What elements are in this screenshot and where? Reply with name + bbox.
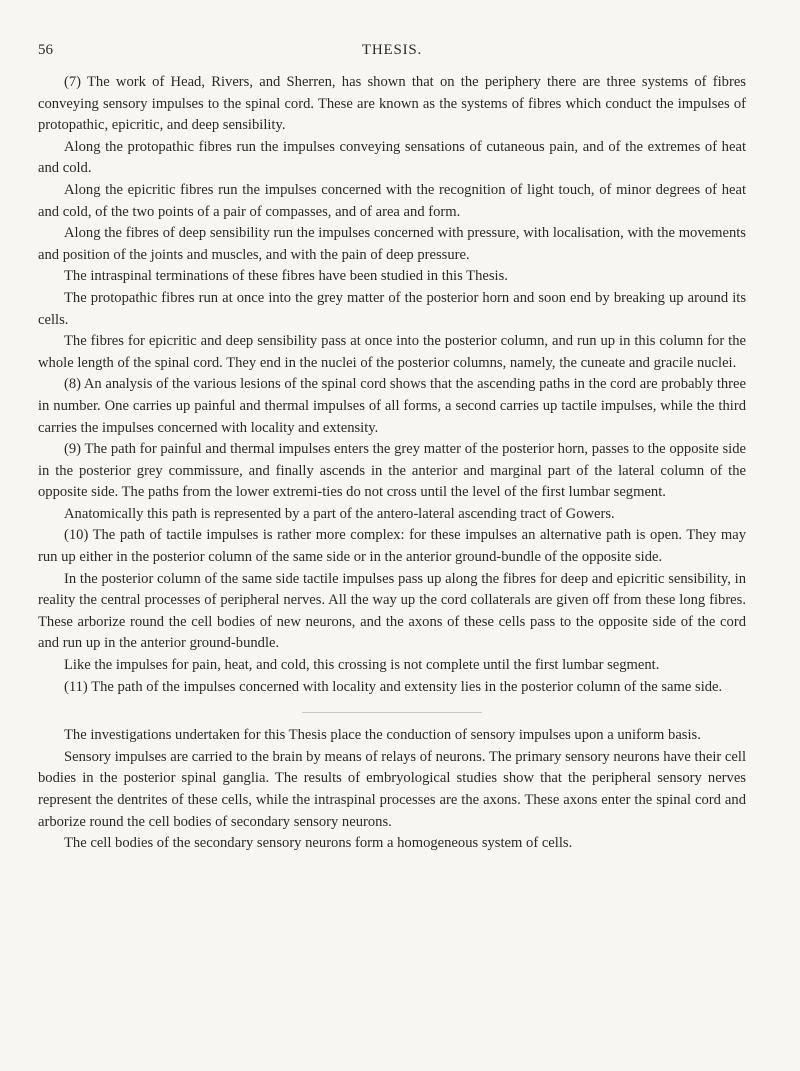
body-text-section-2 — [38, 725, 746, 855]
paragraph-relays: Sensory impulses are carried to the brain by means of relays of neurons. The primary sensory neurons have their cell bodies in the posterior spinal ganglia. The results of embryological studies show that the peripheral sensory nerves represent the dentrites of these cells, while the intraspinal processes are the axons. These axons enter the spinal cord and arborize round the cell bodies of secondary sensory neurons. — [38, 748, 746, 830]
section-divider — [302, 712, 482, 713]
paragraph-protopathic: Along the protopathic fibres run the impulses conveying sensations of cutaneous pain, and of the extremes of heat and cold. — [38, 138, 746, 177]
paragraph-deep-sensibility: Along the fibres of deep sensibility run the impulses concerned with pressure, with localisation, with the movements and position of the joints and muscles, and with the pain of deep pressure. — [38, 225, 746, 263]
paragraph-investigations: The investigations undertaken for this Thesis place the conduction of sensory impulses upon a uniform basis. — [64, 727, 701, 744]
page-header — [38, 40, 746, 72]
paragraph-crossing: Like the impulses for pain, heat, and cold, this crossing is not complete until the first lumbar segment. — [64, 657, 660, 674]
paragraph-10: (10) The path of tactile impulses is rather more complex: for these impulses an alternative path is open. They may run up either in the posterior column of the same side or in the anterior ground-bundle of the opposite side. — [38, 527, 746, 566]
paragraph-8: (8) An analysis of the various lesions of the spinal cord shows that the ascending paths in the cord are probably three in number. One carries up painful and thermal impulses of all forms, a second carries up tactile impulses, while the third carries the impulses concerned with locality and extensity. — [38, 376, 746, 436]
paragraph-gowers: Anatomically this path is represented by a part of the antero-lateral ascending tract of Gowers. — [64, 505, 615, 522]
book-page — [38, 40, 746, 855]
paragraph-9: (9) The path for painful and thermal impulses enters the grey matter of the posterior horn, passes to the opposite side in the posterior grey commissure, and finally ascends in the anterior and marginal part of the lateral column of the opposite side. The paths from the lower extremi-ties do not cross until the level of the first lumbar segment. — [38, 441, 746, 501]
body-text-section-1 — [38, 72, 746, 698]
paragraph-11: (11) The path of the impulses concerned with locality and extensity lies in the posterior column of the same side. — [64, 678, 723, 695]
paragraph-epicritic-deep-termination: The fibres for epicritic and deep sensibility pass at once into the posterior column, and run up in this column for the whole length of the spinal cord. They end in the nuclei of the posterior columns, namely, the cuneate and gracile nuclei. — [38, 333, 746, 371]
running-title: THESIS. — [361, 42, 423, 58]
paragraph-7: (7) The work of Head, Rivers, and Sherren, has shown that on the periphery there are three systems of fibres conveying sensory impulses to the spinal cord. These are known as the systems of fibres which conduct the impulses of protopathic, epicritic, and deep sensibility. — [38, 74, 746, 134]
paragraph-intraspinal: The intraspinal terminations of these fibres have been studied in this Thesis. — [64, 268, 508, 285]
page-number: 56 — [38, 42, 53, 58]
paragraph-secondary-neurons: The cell bodies of the secondary sensory neurons form a homogeneous system of cells. — [64, 835, 573, 852]
paragraph-epicritic: Along the epicritic fibres run the impulses concerned with the recognition of light touch, of minor degrees of heat and cold, of the two points of a pair of compasses, and of area and form. — [38, 181, 746, 220]
paragraph-posterior-column: In the posterior column of the same side tactile impulses pass up along the fibres for deep and epicritic sensibility, in reality the central processes of peripheral nerves. All the way up the cord collaterals are given off from these long fibres. These arborize round the cell bodies of new neurons, and the axons of these cells pass to the opposite side of the cord and run up in the anterior ground-bundle. — [38, 570, 746, 652]
paragraph-protopathic-termination: The protopathic fibres run at once into the grey matter of the posterior horn and soon end by breaking up around its cells. — [38, 289, 746, 328]
